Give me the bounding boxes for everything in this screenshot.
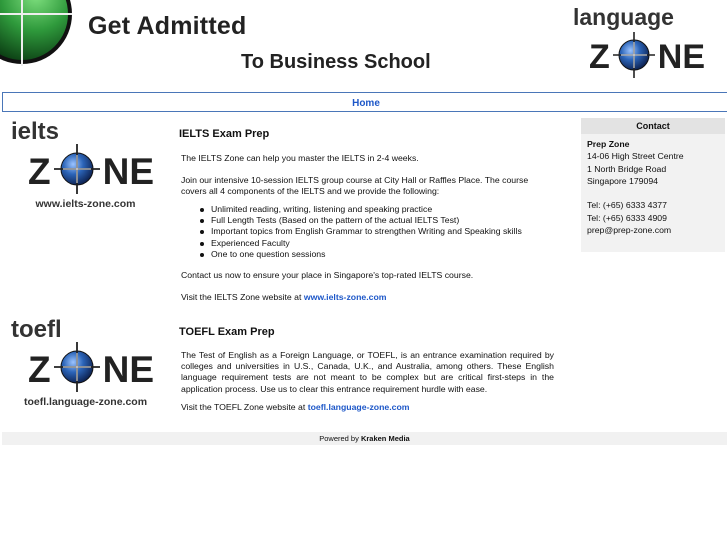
list-item: Unlimited reading, writing, listening and speaking practice <box>199 204 559 215</box>
nav-bar <box>2 92 727 112</box>
contact-box <box>581 118 725 252</box>
contact-address-line: 1 North Bridge Road <box>587 163 667 174</box>
contact-name: Prep Zone <box>587 139 630 149</box>
logo-url: www.ielts-zone.com <box>35 198 136 210</box>
ielts-intro: The IELTS Zone can help you master the IELTS in 2-4 weeks. <box>181 153 419 163</box>
list-item: Important topics from English Grammar to strengthen Writing and Speaking skills <box>199 226 559 237</box>
spacer <box>587 187 725 199</box>
contact-details <box>581 134 725 236</box>
contact-heading: Contact <box>581 118 725 134</box>
footer <box>2 432 727 445</box>
toefl-visit-line <box>181 402 554 413</box>
logo-zone-z: Z <box>28 150 51 192</box>
contact-phone: Tel: (+65) 6333 4909 <box>587 212 667 223</box>
logo-zone <box>28 144 163 198</box>
globe-crosshair-icon <box>612 30 656 85</box>
logo-zone-z: Z <box>28 348 51 390</box>
section-title-toefl: TOEFL Exam Prep <box>179 326 275 338</box>
ielts-feature-list <box>199 204 559 260</box>
section-title-ielts: IELTS Exam Prep <box>179 128 270 140</box>
contact-email[interactable]: prep@prep-zone.com <box>587 225 672 236</box>
toefl-zone-logo[interactable] <box>8 318 163 408</box>
ielts-visit-line <box>181 292 554 303</box>
ielts-contact-text: Contact us now to ensure your place in Singapore's top-rated IELTS course. <box>181 270 474 280</box>
list-item: One to one question sessions <box>199 249 559 260</box>
toefl-description: The Test of English as a Foreign Language, or TOEFL, is an entrance examination required by colleges and universities in U.S., Canada, U.K., and Australia, among others. These English language requirement tests are not meant to be complex but are critical first-steps in the application process. Use us to clear this entrance requirement hurdle with ease. <box>181 350 554 394</box>
list-item: Experienced Faculty <box>199 238 559 249</box>
headline-secondary: To Business School <box>241 51 431 73</box>
logo-zone-ne: NE <box>102 150 155 192</box>
logo-zone <box>589 32 705 82</box>
contact-phone: Tel: (+65) 6333 4377 <box>587 200 667 211</box>
globe-crosshair-icon <box>0 0 72 66</box>
language-zone-logo[interactable] <box>568 4 708 84</box>
visit-text: Visit the IELTS Zone website at <box>181 292 304 302</box>
logo-zone-ne: NE <box>657 38 706 76</box>
logo-url: toefl.language-zone.com <box>23 396 148 408</box>
footer-prefix: Powered by <box>319 434 361 443</box>
footer-brand-link[interactable]: Kraken Media <box>360 434 410 443</box>
header <box>0 0 727 88</box>
ielts-website-link[interactable]: www.ielts-zone.com <box>303 292 387 302</box>
toefl-website-link[interactable]: toefl.language-zone.com <box>307 402 410 412</box>
nav-home-link[interactable]: Home <box>352 98 380 109</box>
visit-text: Visit the TOEFL Zone website at <box>181 402 308 412</box>
logo-zone <box>28 342 163 396</box>
logo-zone-z: Z <box>589 38 610 76</box>
logo-word: ielts <box>11 118 60 145</box>
globe-crosshair-icon <box>53 142 101 201</box>
list-item: Full Length Tests (Based on the pattern of the actual IELTS Test) <box>199 215 559 226</box>
logo-zone-ne: NE <box>102 348 155 390</box>
logo-word: toefl <box>11 316 62 343</box>
contact-address-line: 14-06 High Street Centre <box>587 151 684 162</box>
ielts-zone-logo[interactable] <box>8 120 163 210</box>
headline-primary: Get Admitted <box>88 12 247 40</box>
globe-crosshair-icon <box>53 340 101 399</box>
ielts-course-text: Join our intensive 10-session IELTS group course at City Hall or Raffles Place. The course covers all 4 components of the IELTS and we provide the following: <box>181 175 529 197</box>
contact-address-line: Singapore 179094 <box>587 175 659 186</box>
logo-word: language <box>573 4 674 30</box>
